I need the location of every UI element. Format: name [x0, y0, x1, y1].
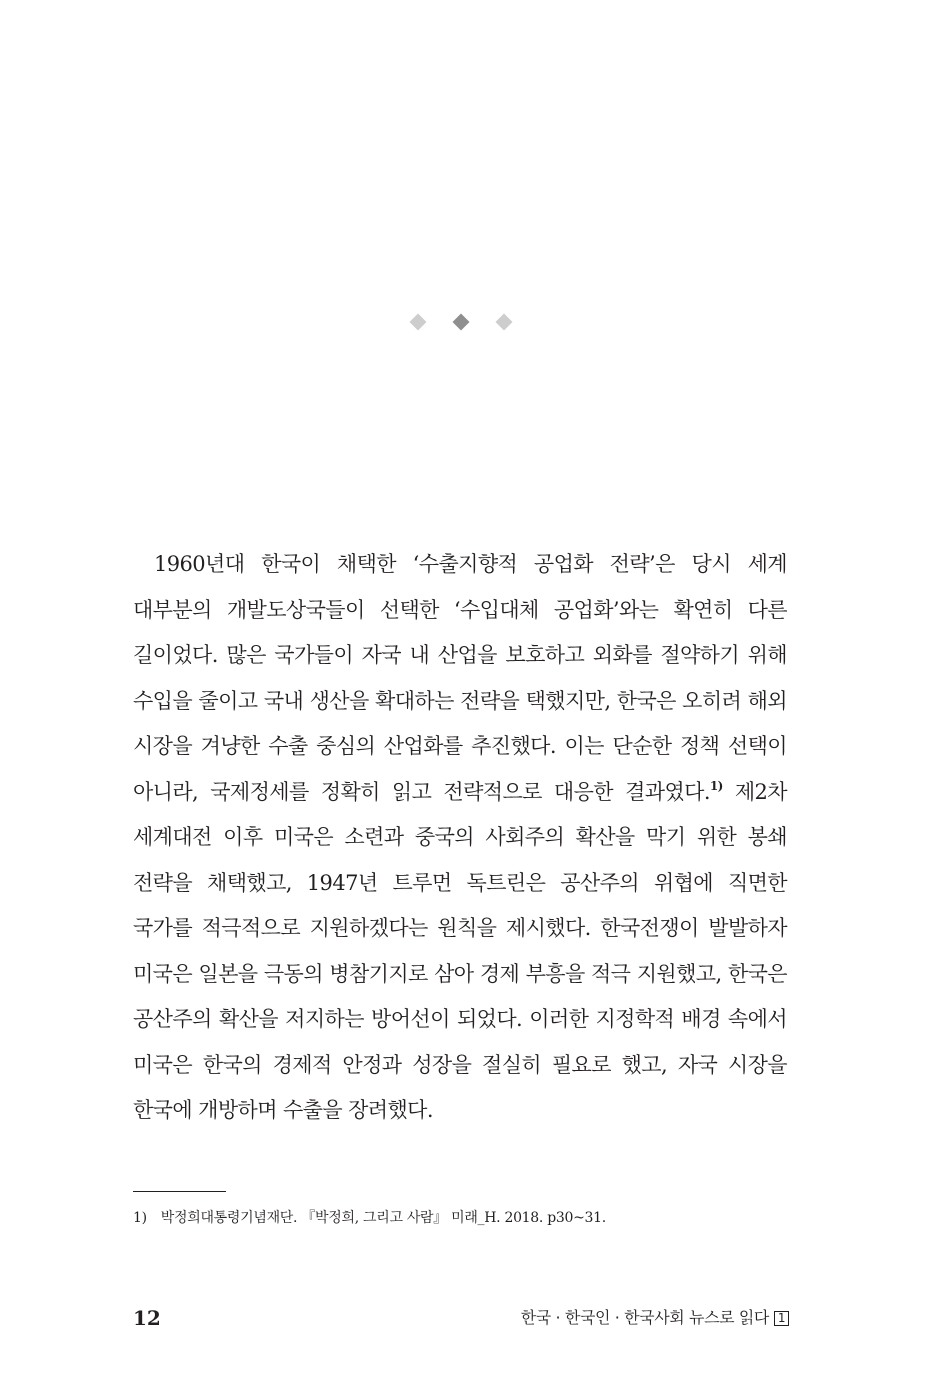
diamond-icon-left: [410, 314, 427, 331]
section-ornament: [0, 313, 950, 333]
footnote-number: 1): [133, 1210, 147, 1226]
diamond-icon-center: [453, 314, 470, 331]
running-title: [521, 1306, 789, 1330]
page-number: 12: [133, 1306, 161, 1330]
body-paragraph: [133, 542, 787, 1134]
footnote-reference[interactable]: 1): [709, 778, 723, 793]
volume-badge: 1: [774, 1311, 789, 1326]
paragraph-text-part1: 1960년대 한국이 채택한 ‘수출지향적 공업화 전략’은 당시 세계 대부분의 개발도상국들이 선택한 ‘수입대체 공업화’와는 확연히 다른 길이었다. 많은 국가들이 자국 내 산업을 보호하고 외화를 절약하기 위해 수입을 줄이고 국내 생산을 확대하는 전략을 택했지만, 한국은 오히려 해외 시장을 겨냥한 수출 중심의 산업화를 추진했다. 이는 단순한 정책 선택이 아니라, 국제정세를 정확히 읽고 전략적으로 대응한 결과였다.: [133, 552, 787, 804]
footnote: [133, 1207, 773, 1229]
diamond-icon-right: [496, 314, 513, 331]
paragraph-text-part2: 제2차 세계대전 이후 미국은 소련과 중국의 사회주의 확산을 막기 위한 봉쇄 전략을 채택했고, 1947년 트루먼 독트린은 공산주의 위협에 직면한 국가를 적극적으로 지원하겠다는 원칙을 제시했다. 한국전쟁이 발발하자 미국은 일본을 극동의 병참기지로 삼아 경제 부흥을 적극 지원했고, 한국은 공산주의 확산을 저지하는 방어선이 되었다. 이러한 지정학적 배경 속에서 미국은 한국의 경제적 안정과 성장을 절실히 필요로 했고, 자국 시장을 한국에 개방하며 수출을 장려했다.: [133, 779, 787, 1122]
footnote-text: 박정희대통령기념재단. 『박정희, 그리고 사람』 미래_H. 2018. p30~31.: [160, 1210, 606, 1226]
book-title: 한국 · 한국인 · 한국사회 뉴스로 읽다: [520, 1308, 769, 1327]
footnote-divider: [133, 1191, 226, 1192]
